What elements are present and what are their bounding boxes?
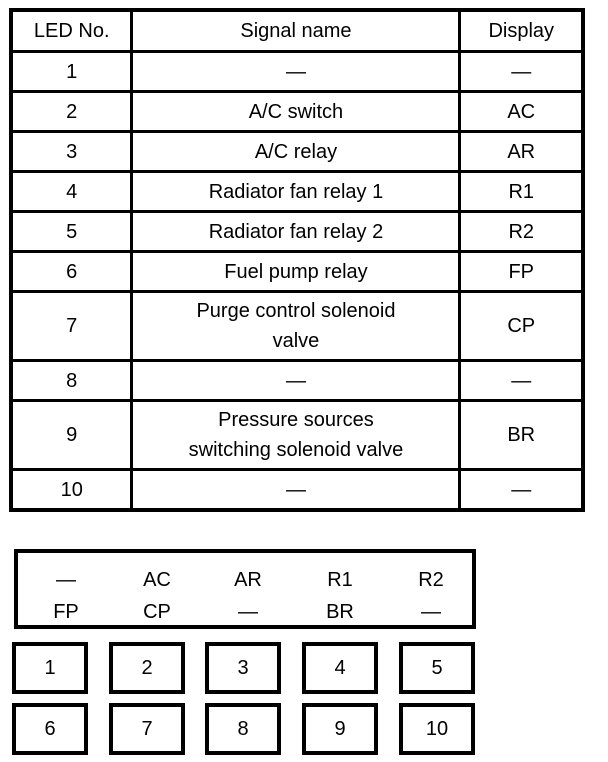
signal-name: Radiator fan relay 1 <box>132 172 460 212</box>
led-number: 9 <box>11 401 132 470</box>
signal-name <box>132 401 460 470</box>
display-label: — <box>56 569 76 591</box>
signal-name <box>132 292 460 361</box>
signal-name-line1: Pressure sources <box>218 409 374 431</box>
display-panel-row <box>18 599 472 625</box>
led-number: 7 <box>11 292 132 361</box>
display-code: AR <box>460 132 583 172</box>
display-code: FP <box>460 252 583 292</box>
led-indicator-8: 8 <box>205 703 281 755</box>
display-label: AC <box>143 569 171 591</box>
display-code: CP <box>460 292 583 361</box>
led-number: 1 <box>11 52 132 92</box>
led-indicator-3: 3 <box>205 642 281 694</box>
display-label: CP <box>143 601 171 623</box>
led-indicator-10: 10 <box>399 703 475 755</box>
display-code: BR <box>460 401 583 470</box>
led-number: 2 <box>11 92 132 132</box>
signal-name: Fuel pump relay <box>132 252 460 292</box>
display-label: — <box>421 601 441 623</box>
display-label: FP <box>53 601 79 623</box>
table-row <box>11 401 583 470</box>
display-label: R2 <box>418 569 444 591</box>
led-number: 5 <box>11 212 132 252</box>
table-row <box>11 212 583 252</box>
table-row <box>11 172 583 212</box>
led-signal-table <box>9 8 585 512</box>
led-indicator-9: 9 <box>302 703 378 755</box>
signal-name-line2: valve <box>272 330 320 352</box>
table-row <box>11 470 583 511</box>
signal-name: — <box>132 361 460 401</box>
led-number: 3 <box>11 132 132 172</box>
led-number: 4 <box>11 172 132 212</box>
display-panel-row <box>18 567 472 593</box>
signal-name: A/C relay <box>132 132 460 172</box>
led-indicator-7: 7 <box>109 703 185 755</box>
signal-name: — <box>132 470 460 511</box>
header-signal-name: Signal name <box>132 10 460 52</box>
display-code: R2 <box>460 212 583 252</box>
table-row <box>11 92 583 132</box>
signal-name-line1: Purge control solenoid <box>196 300 396 322</box>
led-number: 6 <box>11 252 132 292</box>
signal-name: A/C switch <box>132 92 460 132</box>
led-indicator-2: 2 <box>109 642 185 694</box>
display-label: AR <box>234 569 262 591</box>
table-row <box>11 252 583 292</box>
signal-name: — <box>132 52 460 92</box>
display-label: R1 <box>327 569 353 591</box>
led-display-panel <box>14 549 476 629</box>
led-number: 10 <box>11 470 132 511</box>
display-code: — <box>460 52 583 92</box>
display-code: R1 <box>460 172 583 212</box>
led-indicator-1: 1 <box>12 642 88 694</box>
table-row <box>11 52 583 92</box>
display-label: — <box>238 601 258 623</box>
display-code: — <box>460 470 583 511</box>
display-code: — <box>460 361 583 401</box>
table-row <box>11 292 583 361</box>
table-row <box>11 361 583 401</box>
header-display: Display <box>460 10 583 52</box>
signal-name-line2: switching solenoid valve <box>188 439 404 461</box>
signal-name: Radiator fan relay 2 <box>132 212 460 252</box>
header-led-no: LED No. <box>11 10 132 52</box>
table-header-row <box>11 10 583 52</box>
led-indicator-5: 5 <box>399 642 475 694</box>
led-number: 8 <box>11 361 132 401</box>
display-label: BR <box>326 601 354 623</box>
led-indicator-6: 6 <box>12 703 88 755</box>
table-row <box>11 132 583 172</box>
led-indicator-4: 4 <box>302 642 378 694</box>
display-code: AC <box>460 92 583 132</box>
